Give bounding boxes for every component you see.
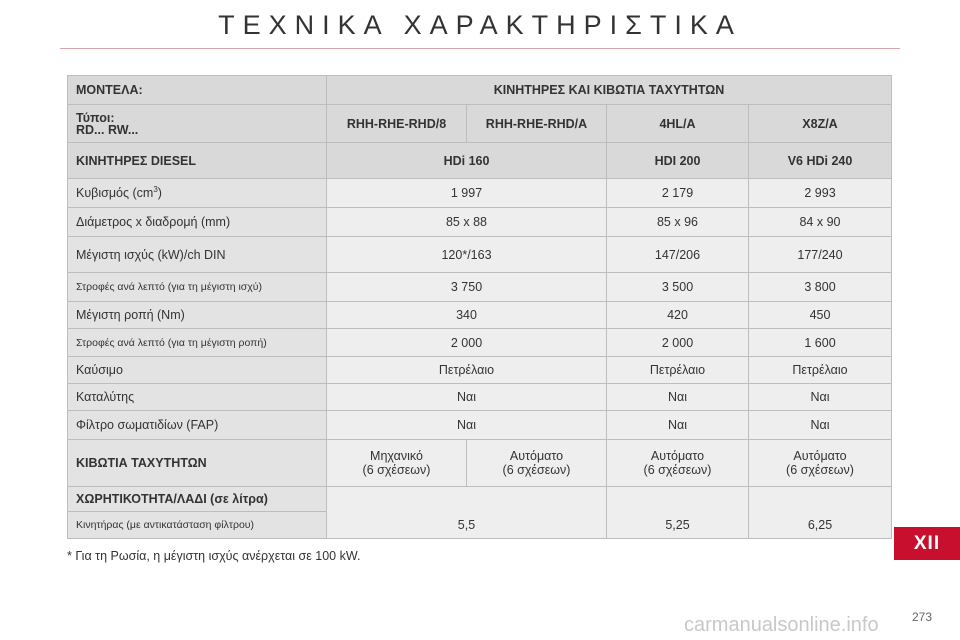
- table-row: [68, 302, 892, 329]
- row-label: Στροφές ανά λεπτό (για τη μέγιστη ισχύ): [68, 273, 327, 302]
- row-label-end: ): [157, 186, 162, 201]
- row-value: Πετρέλαιο: [607, 357, 749, 384]
- row-value: Πετρέλαιο: [327, 357, 607, 384]
- engines-gearboxes-header: ΚΙΝΗΤΗΡΕΣ ΚΑΙ ΚΙΒΩΤΙΑ ΤΑΧΥΤΗΤΩΝ: [327, 76, 892, 105]
- footnote: * Για τη Ρωσία, η μέγιστη ισχύς ανέρχεται σε 100 kW.: [67, 549, 361, 563]
- row-value: Ναι: [749, 411, 892, 440]
- row-value: Ναι: [327, 411, 607, 440]
- row-value: 340: [327, 302, 607, 329]
- row-label: Στροφές ανά λεπτό (για τη μέγιστη ροπή): [68, 329, 327, 357]
- types-sub-label: RD... RW...: [76, 122, 139, 137]
- capacity-header-row: [68, 487, 892, 512]
- row-value: 1 600: [749, 329, 892, 357]
- gearbox-ratios: (6 σχέσεων): [362, 463, 431, 477]
- capacity-value: 5,5: [327, 487, 607, 539]
- row-label-text: Κυβισμός (cm: [76, 186, 154, 201]
- superscript: 3: [153, 185, 158, 195]
- gearbox-type: Μηχανικό: [370, 449, 423, 463]
- table-row: [68, 411, 892, 440]
- row-value: 3 800: [749, 273, 892, 302]
- gearbox-ratios: (6 σχέσεων): [643, 463, 712, 477]
- chapter-tab: XII: [894, 527, 960, 560]
- row-value: Πετρέλαιο: [749, 357, 892, 384]
- row-value: 450: [749, 302, 892, 329]
- title-divider: [60, 48, 900, 49]
- row-value: 2 000: [607, 329, 749, 357]
- row-value: Ναι: [327, 384, 607, 411]
- gearbox-value: [327, 440, 467, 487]
- row-label: Μέγιστη ισχύς (kW)/ch DIN: [68, 237, 327, 273]
- row-value: 147/206: [607, 237, 749, 273]
- row-label: Καύσιμο: [68, 357, 327, 384]
- engine-name: HDI 200: [607, 143, 749, 179]
- row-value: 177/240: [749, 237, 892, 273]
- row-label: Καταλύτης: [68, 384, 327, 411]
- table-header-row: [68, 76, 892, 105]
- page-title: ΤΕΧΝΙΚΑ ΧΑΡΑΚΤΗΡΙΣΤΙΚΑ: [218, 10, 742, 40]
- row-value: 2 179: [607, 179, 749, 208]
- row-value: 2 993: [749, 179, 892, 208]
- row-label: Διάμετρος x διαδρομή (mm): [68, 208, 327, 237]
- table-row: [68, 384, 892, 411]
- gearbox-ratios: (6 σχέσεων): [786, 463, 854, 477]
- row-value: 85 x 88: [327, 208, 607, 237]
- gearbox-type: Αυτόματο: [509, 449, 564, 463]
- row-value: 1 997: [327, 179, 607, 208]
- row-value: 120*/163: [327, 237, 607, 273]
- row-value: 84 x 90: [749, 208, 892, 237]
- table-row: [68, 179, 892, 208]
- row-value: 3 500: [607, 273, 749, 302]
- row-value: 3 750: [327, 273, 607, 302]
- row-label: Μέγιστη ροπή (Nm): [68, 302, 327, 329]
- row-value: 420: [607, 302, 749, 329]
- gearbox-type: Αυτόματο: [650, 449, 705, 463]
- type-code: X8Z/A: [749, 105, 892, 143]
- gearbox-type: Αυτόματο: [793, 449, 847, 463]
- table-row: [68, 357, 892, 384]
- table-row: [68, 208, 892, 237]
- engine-name: HDi 160: [327, 143, 607, 179]
- gearbox-row: [68, 440, 892, 487]
- gearbox-value: [749, 440, 892, 487]
- table-row: [68, 273, 892, 302]
- diesel-engines-row: [68, 143, 892, 179]
- capacity-sub-label: Κινητήρας (με αντικατάσταση φίλτρου): [68, 512, 327, 539]
- type-code: 4HL/A: [607, 105, 749, 143]
- row-value: Ναι: [607, 384, 749, 411]
- models-label: ΜΟΝΤΕΛΑ:: [68, 76, 327, 105]
- types-row: [68, 105, 892, 143]
- capacity-value: 6,25: [749, 487, 892, 539]
- row-value: Ναι: [749, 384, 892, 411]
- row-label: [68, 179, 327, 208]
- row-value: 85 x 96: [607, 208, 749, 237]
- table-row: [68, 329, 892, 357]
- row-label: Φίλτρο σωματιδίων (FAP): [68, 411, 327, 440]
- row-value: 2 000: [327, 329, 607, 357]
- diesel-engines-label: ΚΙΝΗΤΗΡΕΣ DIESEL: [68, 143, 327, 179]
- type-code: RHH-RHE-RHD/8: [327, 105, 467, 143]
- types-label: Τύποι:: [76, 110, 115, 125]
- table-row: [68, 237, 892, 273]
- type-code: RHH-RHE-RHD/A: [467, 105, 607, 143]
- specs-table: [67, 75, 892, 539]
- page-number: 273: [912, 610, 933, 624]
- types-label-cell: [68, 105, 327, 143]
- row-value: Ναι: [607, 411, 749, 440]
- engine-name: V6 HDi 240: [749, 143, 892, 179]
- gearbox-label: ΚΙΒΩΤΙΑ ΤΑΧΥΤΗΤΩΝ: [68, 440, 327, 487]
- gearbox-ratios: (6 σχέσεων): [502, 463, 571, 477]
- watermark: carmanualsonline.info: [684, 614, 879, 636]
- capacity-label: ΧΩΡΗΤΙΚΟΤΗΤΑ/ΛΑΔΙ (σε λίτρα): [68, 487, 327, 512]
- capacity-value: 5,25: [607, 487, 749, 539]
- gearbox-value: [467, 440, 607, 487]
- gearbox-value: [607, 440, 749, 487]
